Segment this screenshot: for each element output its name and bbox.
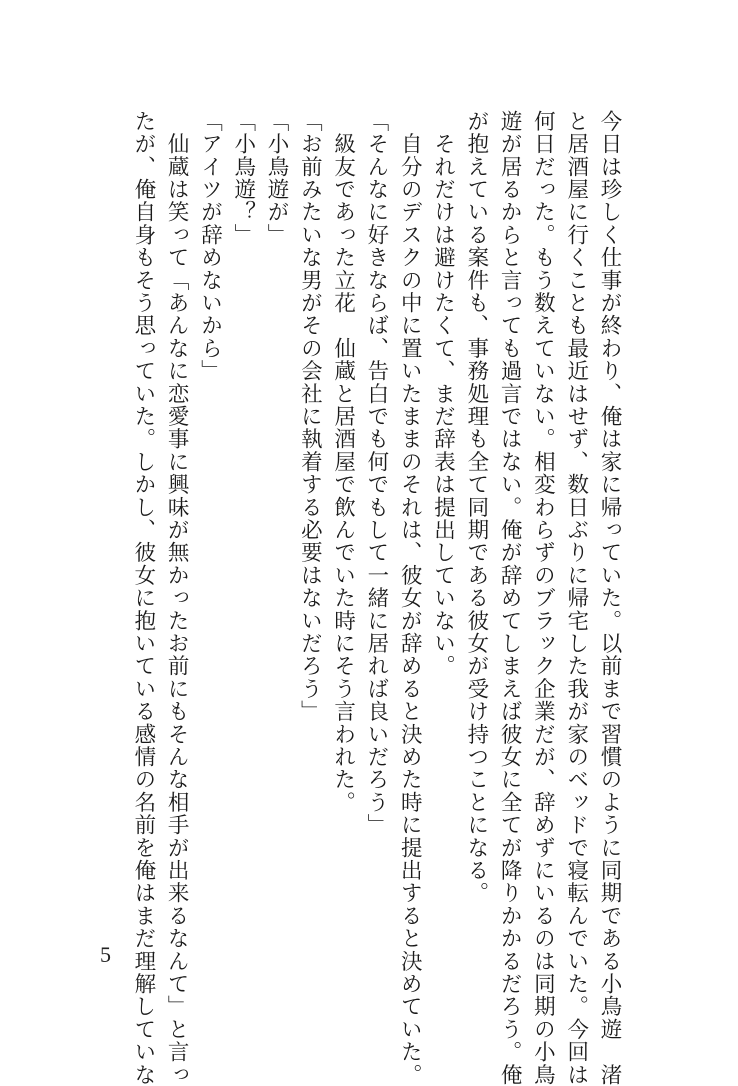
text-line: と居酒屋に行くことも最近はせず、数日ぶりに帰宅した我が家のベッドで寝転んでいた。今回は (563, 110, 589, 1086)
body-text (127, 110, 626, 1086)
text-line: 自分のデスクの中に置いたままのそれは、彼女が辞めると決めた時に提出すると決めていた。 (397, 110, 423, 1086)
text-line: 何日だった。もう数えていない。相変わらずのブラック企業だが、辞めずにいるのは同期の小鳥 (530, 110, 556, 1086)
text-line: が抱えている案件も、事務処理も全て同期である彼女が受け持つことになる。 (463, 110, 489, 905)
page-number: 5 (100, 942, 111, 967)
text-line: 遊が居るからと言っても過言ではない。俺が辞めてしまえば彼女に全てが降りかかるだろう。俺 (497, 110, 523, 1086)
text-line: 「そんなに好きならば、告白でも何でもして一緒に居れば良いだろう」 (363, 110, 389, 837)
text-line: 「アイツが辞めないから」 (197, 110, 223, 383)
text-line: 「お前みたいな男がその会社に執着する必要はないだろう」 (297, 110, 323, 723)
text-line: 「小鳥遊？」 (230, 110, 256, 247)
text-line: 今日は珍しく仕事が終わり、俺は家に帰っていた。以前まで習慣のように同期である小鳥遊 渚 (597, 110, 622, 1086)
text-line: たが、俺自身もそう思っていた。しかし、彼女に抱いている感情の名前を俺はまだ理解していな (130, 110, 156, 1086)
text-line: 仙蔵は笑って「あんなに恋愛事に興味が無かったお前にもそんな相手が出来るなんて」と言っ (164, 110, 190, 1086)
text-line: それだけは避けたくて、まだ辞表は提出していない。 (430, 110, 456, 678)
text-line: 「小鳥遊が」 (264, 110, 290, 247)
text-line: 級友であった立花 仙蔵と居酒屋で飲んでいた時にそう言われた。 (330, 110, 356, 814)
